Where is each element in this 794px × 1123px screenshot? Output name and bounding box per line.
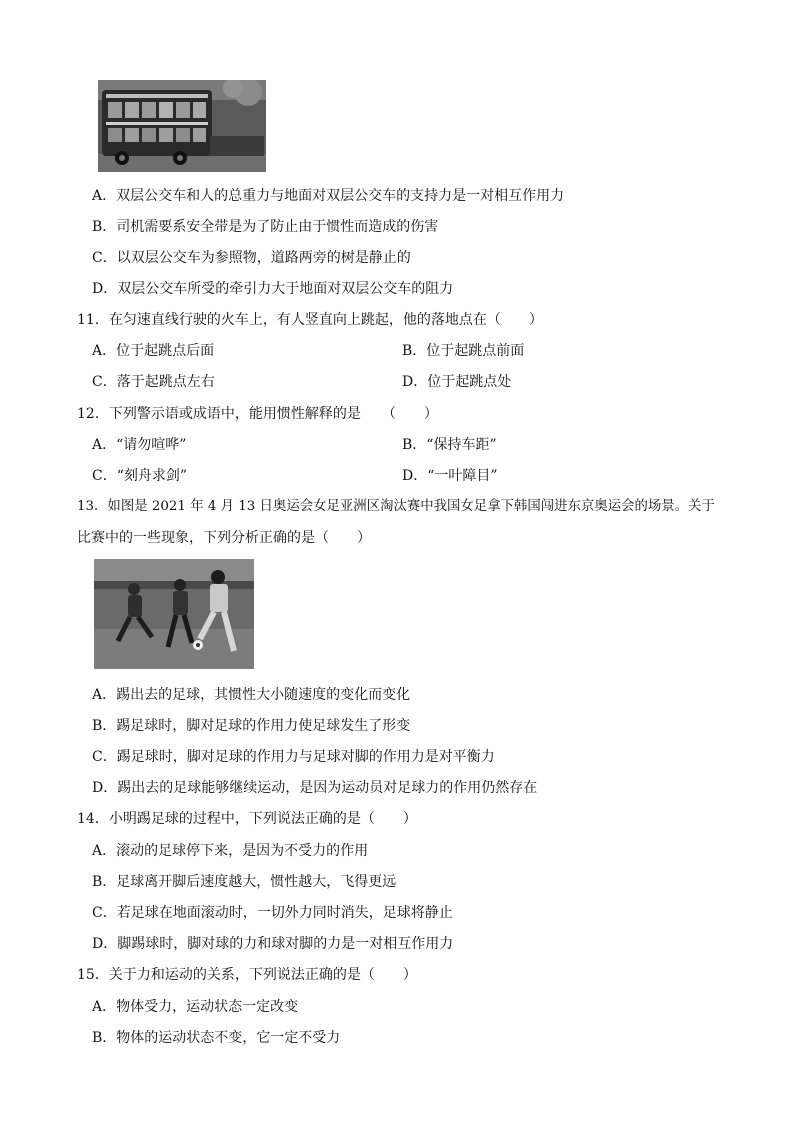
- q12-option-b: B．“保持车距”: [402, 437, 497, 453]
- q12-option-a: A．“请勿喧哗”: [92, 437, 187, 453]
- q11-option-a: A．位于起跳点后面: [92, 343, 215, 359]
- q13-option-a: A．踢出去的足球，其惯性大小随速度的变化而变化: [92, 687, 411, 703]
- q14-option-c: C．若足球在地面滚动时，一切外力同时消失，足球将静止: [92, 905, 453, 921]
- q13-option-d: D．踢出去的足球能够继续运动，是因为运动员对足球力的作用仍然存在: [92, 780, 538, 796]
- q13-option-c: C．踢足球时，脚对足球的作用力与足球对脚的作用力是对平衡力: [92, 749, 495, 765]
- bus-photo: [98, 80, 266, 172]
- q14-option-d: D．脚踢球时，脚对球的力和球对脚的力是一对相互作用力: [92, 936, 454, 952]
- q15-option-a: A．物体受力，运动状态一定改变: [92, 999, 299, 1015]
- q11-option-c: C．落于起跳点左右: [92, 374, 215, 390]
- q13-stem-line2: 比赛中的一些现象，下列分析正确的是（ ）: [77, 530, 371, 546]
- q14-option-a: A．滚动的足球停下来，是因为不受力的作用: [92, 843, 369, 859]
- q10-option-a: A．双层公交车和人的总重力与地面对双层公交车的支持力是一对相互作用力: [92, 188, 565, 204]
- q15-option-b: B．物体的运动状态不变，它一定不受力: [92, 1030, 341, 1046]
- q11-option-d: D．位于起跳点处: [402, 374, 512, 390]
- q12-option-c: C．“刻舟求剑”: [92, 468, 188, 484]
- q12-option-d: D．“一叶障目”: [402, 468, 498, 484]
- q10-option-c: C．以双层公交车为参照物，道路两旁的树是静止的: [92, 250, 411, 266]
- soccer-photo: [94, 559, 254, 669]
- q13-stem-line1: 13．如图是 2021 年 4 月 13 日奥运会女足亚洲区淘汰赛中我国女足拿下韩国闯进东京奥运会的场景。关于: [77, 499, 715, 514]
- q13-option-b: B．踢足球时，脚对足球的作用力使足球发生了形变: [92, 718, 411, 734]
- q14-stem: 14．小明踢足球的过程中，下列说法正确的是（ ）: [77, 811, 417, 827]
- q15-stem: 15．关于力和运动的关系，下列说法正确的是（ ）: [77, 967, 417, 983]
- q12-stem: 12．下列警示语或成语中，能用惯性解释的是 （ ）: [77, 406, 438, 422]
- soccer-photo-illustration: [94, 559, 254, 669]
- q11-stem: 11．在匀速直线行驶的火车上，有人竖直向上跳起，他的落地点在（ ）: [77, 312, 543, 328]
- q11-option-b: B．位于起跳点前面: [402, 343, 525, 359]
- q14-option-b: B．足球离开脚后速度越大，惯性越大，飞得更远: [92, 874, 397, 890]
- q10-option-d: D．双层公交车所受的牵引力大于地面对双层公交车的阻力: [92, 281, 454, 297]
- bus-photo-illustration: [98, 80, 266, 172]
- q10-option-b: B．司机需要系安全带是为了防止由于惯性而造成的伤害: [92, 219, 439, 235]
